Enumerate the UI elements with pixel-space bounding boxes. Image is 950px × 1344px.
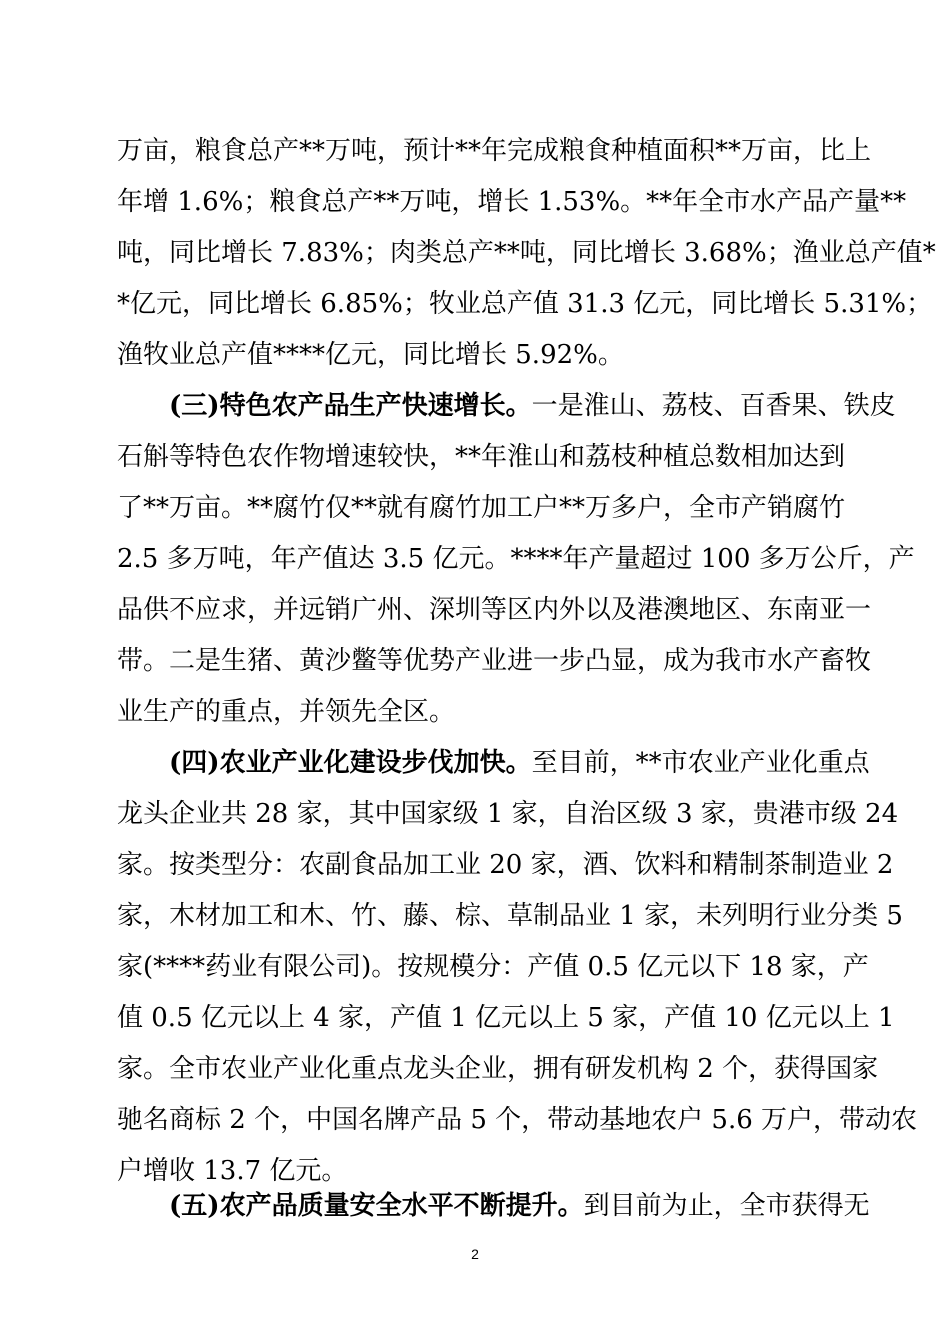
paragraph-1-line-1: 万亩，粮食总产**万吨，预计**年完成粮食种植面积**万亩，比上 xyxy=(117,136,872,166)
paragraph-2-line-3: 了**万亩。**腐竹仅**就有腐竹加工户**万多户，全市产销腐竹 xyxy=(117,493,846,523)
paragraph-4-line-1 xyxy=(169,1188,870,1224)
paragraph-1-line-2: 年增 1.6%；粮食总产**万吨，增长 1.53%。**年全市水产品产量** xyxy=(117,187,907,217)
paragraph-1-line-3: 吨，同比增长 7.83%；肉类总产**吨，同比增长 3.68%；渔业总产值* xyxy=(117,238,936,268)
paragraph-3-line-6: 值 0.5 亿元以上 4 家，产值 1 亿元以上 5 家，产值 10 亿元以上 1 xyxy=(117,1003,895,1033)
paragraph-3-line-9: 户增收 13.7 亿元。 xyxy=(117,1156,348,1186)
page-number: 2 xyxy=(471,1246,479,1262)
paragraph-1-line-4: *亿元，同比增长 6.85%；牧业总产值 31.3 亿元，同比增长 5.31%； xyxy=(117,289,933,319)
paragraph-2-line-1 xyxy=(169,388,896,424)
section-heading-4: (四)农业产业化建设步伐加快。 xyxy=(169,748,532,778)
paragraph-2-line-4: 2.5 多万吨，年产值达 3.5 亿元。****年产量超过 100 多万公斤，产 xyxy=(117,544,915,574)
paragraph-3-line-7: 家。全市农业产业化重点龙头企业，拥有研发机构 2 个，获得国家 xyxy=(117,1054,879,1084)
paragraph-4-line-1-text: 到目前为止，全市获得无 xyxy=(583,1191,870,1221)
paragraph-3-line-4: 家，木材加工和木、竹、藤、棕、草制品业 1 家，未列明行业分类 5 xyxy=(117,901,903,931)
paragraph-2-line-6: 带。二是生猪、黄沙鳖等优势产业进一步凸显，成为我市水产畜牧 xyxy=(117,646,872,676)
paragraph-3-line-2: 龙头企业共 28 家，其中国家级 1 家，自治区级 3 家，贵港市级 24 xyxy=(117,799,899,829)
paragraph-3-line-1-text: 至目前，**市农业产业化重点 xyxy=(531,748,870,778)
paragraph-2-line-1-text: 一是淮山、荔枝、百香果、铁皮 xyxy=(531,391,896,421)
section-heading-5: (五)农产品质量安全水平不断提升。 xyxy=(169,1191,584,1221)
paragraph-3-line-8: 驰名商标 2 个，中国名牌产品 5 个，带动基地农户 5.6 万户，带动农 xyxy=(117,1105,918,1135)
paragraph-3-line-3: 家。按类型分：农副食品加工业 20 家，酒、饮料和精制茶制造业 2 xyxy=(117,850,894,880)
paragraph-1-line-5: 渔牧业总产值****亿元，同比增长 5.92%。 xyxy=(117,340,624,370)
paragraph-2-line-2: 石斛等特色农作物增速较快，**年淮山和荔枝种植总数相加达到 xyxy=(117,442,846,472)
paragraph-2-line-5: 品供不应求，并远销广州、深圳等区内外以及港澳地区、东南亚一 xyxy=(117,595,872,625)
paragraph-3-line-5: 家(****药业有限公司)。按规模分：产值 0.5 亿元以下 18 家，产 xyxy=(117,952,869,982)
paragraph-2-line-7: 业生产的重点，并领先全区。 xyxy=(117,697,456,727)
paragraph-3-line-1 xyxy=(169,745,870,781)
section-heading-3: (三)特色农产品生产快速增长。 xyxy=(169,391,532,421)
